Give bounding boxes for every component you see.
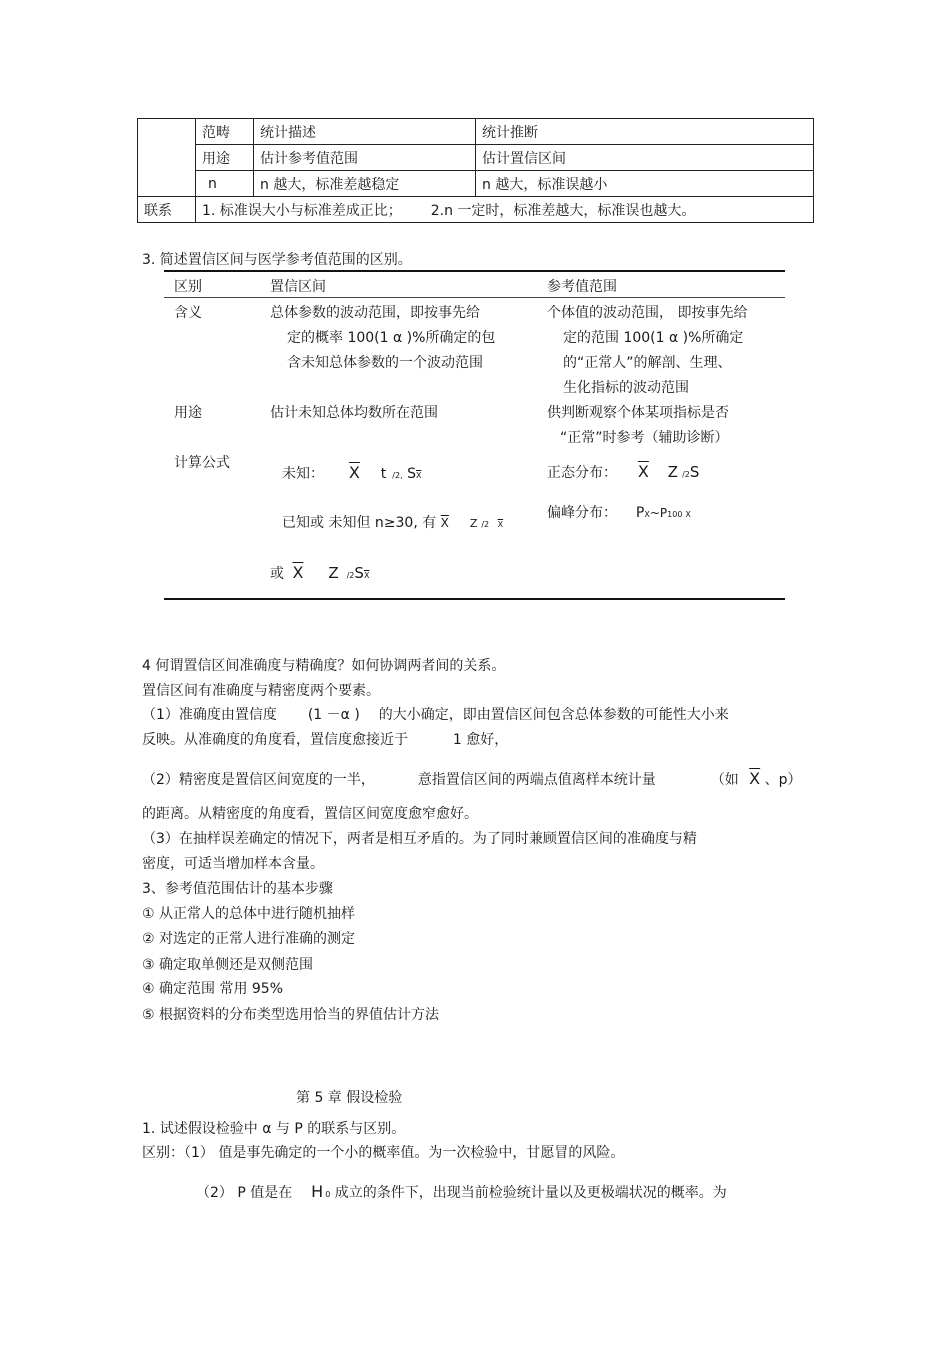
table-row <box>138 197 814 223</box>
row-label: 含义 <box>174 305 202 321</box>
paragraph-line: （1）准确度由置信度 (1 －α ) 的大小确定，即由置信区间包含总体参数的可能性大小来 <box>142 707 729 723</box>
paragraph-line: 反映。从准确度的角度看，置信度愈接近于 1 愈好， <box>142 732 509 748</box>
paragraph-line: 区别：（1） 值是事先确定的一个小的概率值。为一次检验中，甘愿冒的风险。 <box>142 1145 625 1161</box>
list-item: ③ 确定取单侧还是双侧范围 <box>142 957 314 973</box>
table-cell: 联系 <box>138 197 196 223</box>
formula-z-known: 已知或 未知但 n≥30, 有 $\overline{X}$ Z /2 $\overline{X}$ <box>282 515 504 531</box>
row-label: 计算公式 <box>174 455 230 471</box>
formula-t: 未知： $\overline{X}$ t /2, $S\overline{X}$ <box>282 463 422 482</box>
relation-text-1: 1. 标准误大小与标准差成正比； <box>202 202 402 219</box>
row-label: 用途 <box>174 405 202 421</box>
table-cell: 统计描述 <box>254 119 476 145</box>
cell-text: 定的概率 100(1 α )%所确定的包 <box>287 330 496 346</box>
paragraph-line: （2） P 值是在 H 0 成立的条件下，出现当前检验统计量以及更极端状况的概率。为 <box>196 1182 727 1201</box>
cell-text: 个体值的波动范围， 即按事先给 <box>547 305 748 321</box>
table-header: 参考值范围 <box>547 279 617 295</box>
table-cell: 统计推断 <box>476 119 814 145</box>
table-row <box>138 145 814 171</box>
table-header: 置信区间 <box>270 279 326 295</box>
formula-normal: 正态分布： $\overline{X}$ Z /2S <box>547 462 700 481</box>
table-row <box>138 171 814 197</box>
paragraph-line: 置信区间有准确度与精密度两个要素。 <box>142 683 380 699</box>
table-cell: 范畴 <box>196 119 254 145</box>
cell-text: 的“正常人”的解剖、生理、 <box>563 355 732 371</box>
list-item: ② 对选定的正常人进行准确的测定 <box>142 931 356 947</box>
relation-text-2: 2.n 一定时，标准差越大，标准误也越大。 <box>430 202 696 219</box>
steps-title: 3、参考值范围估计的基本步骤 <box>142 881 333 897</box>
table-rule <box>164 297 785 298</box>
question-4-title: 4 何谓置信区间准确度与精确度？如何协调两者间的关系。 <box>142 658 506 674</box>
table-rule <box>164 598 785 600</box>
table-rule <box>164 270 785 272</box>
paragraph-line: 密度，可适当增加样本含量。 <box>142 856 324 872</box>
formula-z-alt: 或 $\overline{X}$ Z $/2S\overline{X}$ <box>270 563 370 582</box>
list-item: ① 从正常人的总体中进行随机抽样 <box>142 906 356 922</box>
list-item: ⑤ 根据资料的分布类型选用恰当的界值估计方法 <box>142 1007 439 1023</box>
table-cell: n 越大，标准差越稳定 <box>254 171 476 197</box>
table-cell: n <box>196 171 254 197</box>
cell-text: 总体参数的波动范围，即按事先给 <box>270 305 480 321</box>
question-3-title: 3. 简述置信区间与医学参考值范围的区别。 <box>142 252 412 268</box>
table-header: 区别 <box>174 279 202 295</box>
paragraph-line: 的距离。从精密度的角度看，置信区间宽度愈窄愈好。 <box>142 806 478 822</box>
table-cell: 估计置信区间 <box>476 145 814 171</box>
cell-text: 含未知总体参数的一个波动范围 <box>287 355 483 371</box>
cell-text: 生化指标的波动范围 <box>563 380 689 396</box>
paragraph-line: （2）精密度是置信区间宽度的一半， 意指置信区间的两端点值离样本统计量 （如 $\overline{X}$ 、p） <box>142 769 802 788</box>
formula-skew: 偏峰分布： PX~P100 X <box>547 505 691 521</box>
table-cell: 估计参考值范围 <box>254 145 476 171</box>
paragraph-line: （3）在抽样误差确定的情况下，两者是相互矛盾的。为了同时兼顾置信区间的准确度与精 <box>142 831 697 847</box>
table-cell <box>196 197 814 223</box>
table-cell: 用途 <box>196 145 254 171</box>
comparison-table <box>137 118 814 223</box>
chapter-title: 第 5 章 假设检验 <box>296 1090 403 1106</box>
cell-text: 估计未知总体均数所在范围 <box>270 405 438 421</box>
cell-text: “正常”时参考（辅助诊断） <box>560 430 729 446</box>
cell-text: 定的范围 100(1 α )%所确定 <box>563 330 744 346</box>
table-row <box>138 119 814 145</box>
cell-text: 供判断观察个体某项指标是否 <box>547 405 729 421</box>
question-title: 1. 试述假设检验中 α 与 P 的联系与区别。 <box>142 1121 406 1137</box>
list-item: ④ 确定范围 常用 95% <box>142 981 284 997</box>
table-cell: n 越大，标准误越小 <box>476 171 814 197</box>
x-bar: $\overline{X}$ <box>348 463 360 482</box>
